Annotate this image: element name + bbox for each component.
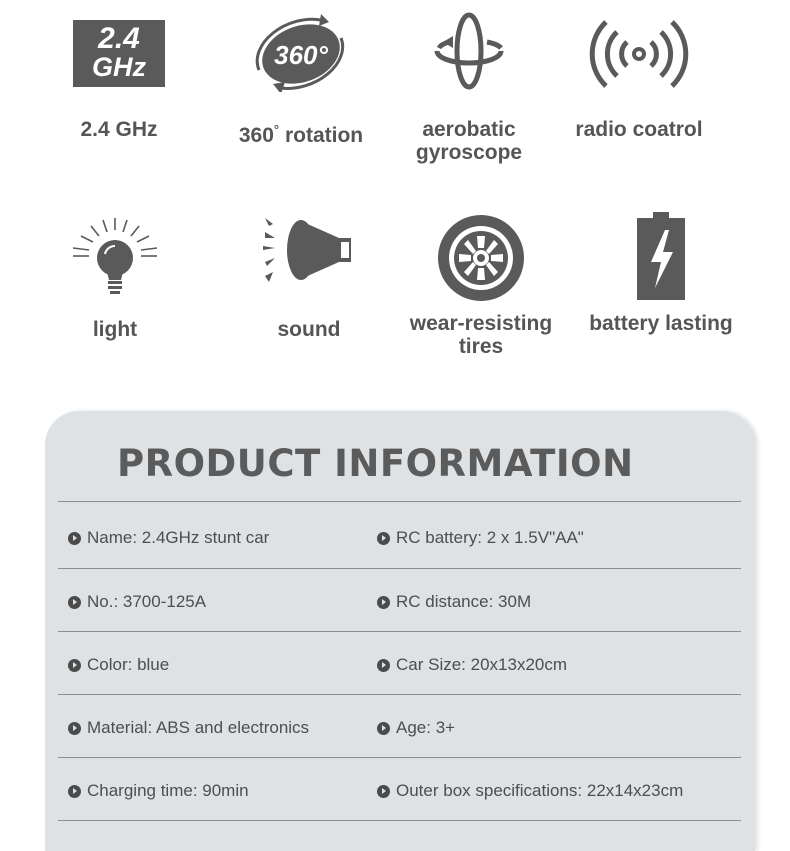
feature-label: sound xyxy=(277,318,341,341)
chevron-bullet-icon xyxy=(68,532,81,545)
battery-icon xyxy=(631,210,691,302)
spec-item: Material: ABS and electronics xyxy=(68,718,309,738)
chevron-bullet-icon xyxy=(68,659,81,672)
feature-label: wear-resisting tires xyxy=(409,312,553,358)
2-4ghz-badge-icon: 2.4 GHz xyxy=(73,20,165,87)
divider xyxy=(58,568,741,569)
divider xyxy=(58,757,741,758)
tire-icon xyxy=(435,212,527,304)
feature-label: battery lasting xyxy=(589,312,733,335)
divider xyxy=(58,501,741,502)
chevron-bullet-icon xyxy=(68,596,81,609)
divider xyxy=(58,820,741,821)
spec-item: Charging time: 90min xyxy=(68,781,249,801)
divider xyxy=(58,694,741,695)
product-information-title: PRODUCT INFORMATION xyxy=(117,442,634,485)
feature-label: 360° rotation xyxy=(238,122,364,147)
feature-label: radio coatrol xyxy=(575,118,703,141)
radio-signal-icon xyxy=(589,14,689,94)
chevron-bullet-icon xyxy=(68,722,81,735)
chevron-bullet-icon xyxy=(377,596,390,609)
chevron-bullet-icon xyxy=(377,659,390,672)
spec-item: Name: 2.4GHz stunt car xyxy=(68,528,269,548)
spec-item: Outer box specifications: 22x14x23cm xyxy=(377,781,683,801)
chevron-bullet-icon xyxy=(377,722,390,735)
spec-item: No.: 3700-125A xyxy=(68,592,206,612)
spec-item: RC battery: 2 x 1.5V"AA" xyxy=(377,528,584,548)
speaker-icon xyxy=(259,210,359,300)
spec-item: Car Size: 20x13x20cm xyxy=(377,655,567,675)
360-rotation-icon xyxy=(241,12,361,92)
spec-item: RC distance: 30M xyxy=(377,592,531,612)
feature-label: light xyxy=(92,318,138,341)
spec-item: Age: 3+ xyxy=(377,718,455,738)
gyroscope-icon xyxy=(429,6,509,96)
feature-label: aerobatic gyroscope xyxy=(415,118,523,164)
divider xyxy=(58,631,741,632)
feature-label: 2.4 GHz xyxy=(80,118,158,141)
spec-item: Color: blue xyxy=(68,655,169,675)
chevron-bullet-icon xyxy=(377,785,390,798)
svg-text:360°: 360° xyxy=(274,40,328,70)
chevron-bullet-icon xyxy=(68,785,81,798)
light-bulb-icon xyxy=(65,216,165,296)
chevron-bullet-icon xyxy=(377,532,390,545)
